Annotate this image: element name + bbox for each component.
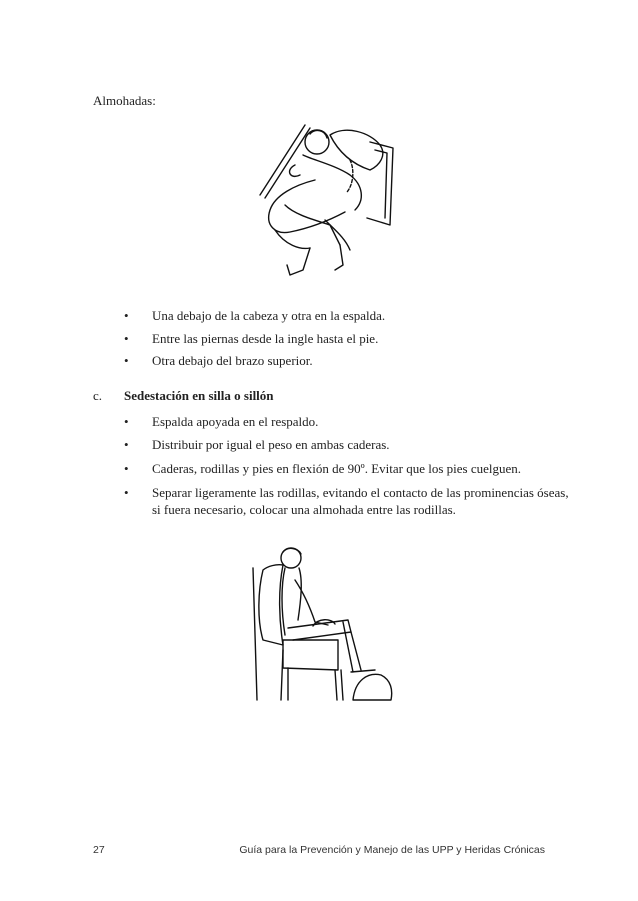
bullet-symbol: •	[124, 461, 129, 476]
bullet-symbol: •	[124, 308, 129, 323]
lateral-position-illustration	[255, 120, 405, 285]
bullet-symbol: •	[124, 353, 129, 368]
bullet-text: Distribuir por igual el peso en ambas caderas.	[152, 437, 390, 452]
page-number: 27	[93, 844, 105, 856]
bullet-symbol: •	[124, 414, 129, 429]
bullet-text: Otra debajo del brazo superior.	[152, 353, 313, 368]
bullet-text: Una debajo de la cabeza y otra en la espalda.	[152, 308, 386, 323]
section-letter: c.	[93, 388, 103, 403]
bullet-symbol: •	[124, 437, 129, 452]
section-title: Sedestación en silla o sillón	[124, 388, 274, 403]
bullet-symbol: •	[124, 485, 129, 500]
bullet-text: Entre las piernas desde la ingle hasta el pie.	[152, 331, 379, 346]
pillows-heading: Almohadas:	[93, 93, 156, 108]
bullet-text: Caderas, rodillas y pies en flexión de 90º. Evitar que los pies cuelguen.	[152, 461, 522, 476]
footer-title: Guía para la Prevención y Manejo de las UPP y Heridas Crónicas	[239, 844, 545, 856]
bullet-text: Espalda apoyada en el respaldo.	[152, 414, 319, 429]
seated-position-illustration	[243, 540, 403, 705]
bullet-symbol: •	[124, 331, 129, 346]
bullet-text: Separar ligeramente las rodillas, evitando el contacto de las prominencias óseas, si fuera necesario, colocar una almohada entre las rodillas.	[152, 485, 569, 517]
